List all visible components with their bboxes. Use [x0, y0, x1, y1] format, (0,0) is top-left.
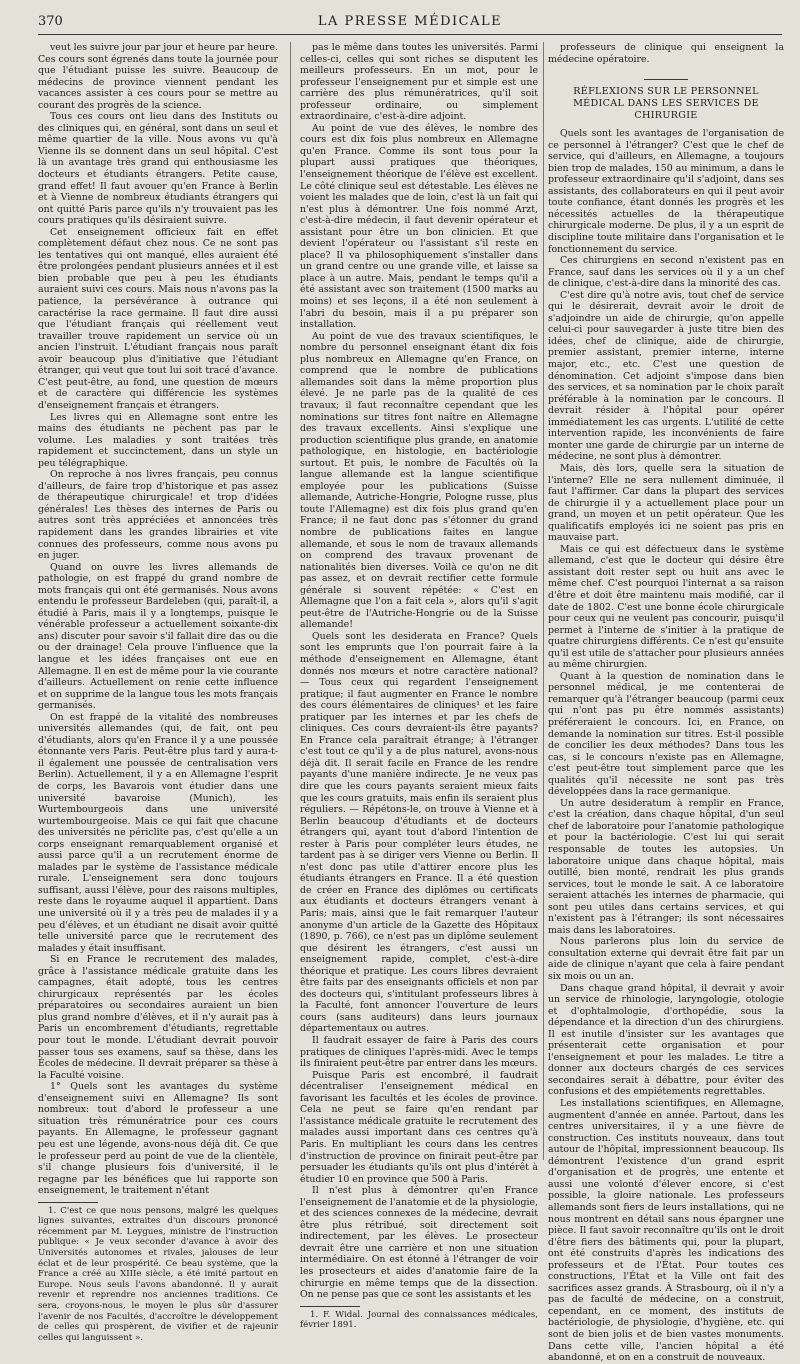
paragraph: Il faudrait essayer de faire à Paris des cours pratiques de cliniques l'après-midi. Avec le temps ils finiraient peut-être par entrer dans les mœurs.: [300, 1035, 538, 1070]
paragraph: Mais ce qui est défectueux dans le système allemand, c'est que le docteur qui désire être assistant doit rester sept ou huit ans avec le même chef. C'est pourquoi l'internat a sa raison d'être et doit être maintenu mais modifié, car il date de 1802. C'est une bonne école chirurgicale pour ceux qui ne veulent pas concourir, puisqu'il permet à l'interne de s'initier à la pratique de quatre chirurgiens différents. Ce n'est qu'ensuite qu'il est utile de s'attacher pour plusieurs années au même chirurgien.: [548, 543, 784, 671]
footnote: 1. C'est ce que nous pensons, malgré les quelques lignes suivantes, extraites d'un discours prononcé récemment par M. Leygues, ministre de l'instruction publique: « Je veux seconder d'avance à avoir des Universités autonomes et rivales, jalouses de leur éclat et de leur prospérité. Ce beau système, que la France a créé au XIIIe siècle, a été imité partout en Europe. Nous seuls l'avons abandonné. Il y aurait revenir et reprendre nos anciennes traditions. Ce sera, croyons-nous, le moyen le plus sûr d'assurer l'avenir de nos Facultés, d'accroître le développement de celles qui prospèrent, de vivifier et de rajeunir celles qui languissent ».: [38, 1205, 278, 1343]
paragraph: Mais, dès lors, quelle sera la situation de l'interne? Elle ne sera nullement diminuée, il faut l'affirmer. Car dans la plupart des services de chirurgie il y a actuellement place pour un grand, un moyen et un petit opérateur. Que les qualificatifs employés ici ne soient pas pris en mauvaise part.: [548, 462, 784, 544]
column-3: [548, 42, 784, 1364]
paragraph: veut les suivre jour par jour et heure par heure. Ces cours sont égrenés dans toute la journée pour que l'étudiant puisse les suivre. Beaucoup de médecins de province viennent pendant les vacances assister à ces cours pour se mettre au courant des progrès de la science.: [38, 42, 278, 111]
journal-title: LA PRESSE MÉDICALE: [317, 14, 503, 29]
paragraph: professeurs de clinique qui enseignent la médecine opératoire.: [548, 42, 784, 65]
paragraph: Un autre desideratum à remplir en France, c'est la création, dans chaque hôpital, d'un seul chef de laboratoire pour l'anatomie pathologique et pour la bactériologie. C'est lui qui serait responsable de toutes les autopsies. Un laboratoire unique dans chaque hôpital, mais outillé, bien monté, rendrait les plus grands services, tout le monde le sait. A ce laboratoire seraient attachés les internes de pharmacie, qui sont peu utiles dans certains services, et qui n'existent pas à l'étranger; ils sont nécessaires mais dans les laboratoires.: [548, 797, 784, 936]
section-heading-block: [548, 79, 784, 122]
paragraph: C'est dire qu'à notre avis, tout chef de service qui le désirerait, devrait avoir le droit de s'adjoindre un aide de chirurgie, qu'on appelle celui-ci pour sauvegarder à juste titre bien des idées, chef de clinique, aide de chirurgie, premier assistant, premier interne, interne major, etc., etc. C'est une question de dénomination. Cet adjoint s'impose dans bien des services, et sa nomination par le choix paraît préférable à la nomination par le concours. Il devrait résider à l'hôpital pour opérer immédiatement les cas urgents. L'utilité de cette intervention rapide, les inconvénients de faire monter une garde de chirurgie par un interne de médecine, ne sont plus à démontrer.: [548, 289, 784, 463]
paragraph: Cet enseignement officieux fait en effet complètement défaut chez nous. Ce ne sont pas les tentatives qui ont manqué, elles auraient été être prolongées pendant plusieurs années et il est bien probable que peu à peu les étudiants auraient suivi ces cours. Mais nous n'avons pas la patience, la persévérance à outrance qui caractérise la race germaine. Il faut dire aussi que l'étudiant français qui réellement veut travailler trouve rapidement un service où un ancien l'instruit. L'étudiant français nous paraît avoir beaucoup plus d'initiative que l'étudiant étranger, qui veut que tout lui soit tracé d'avance. C'est peut-être, au fond, une question de mœurs et de caractère qui différencie les systèmes d'enseignement français et étrangers.: [38, 226, 278, 411]
paragraph: Quels sont les avantages de l'organisation de ce personnel à l'étranger? C'est que le chef de service, qui d'ailleurs, en Allemagne, a toujours bien trop de malades, 150 au minimum, a dans le professeur extraordinaire qu'il s'adjoint, dans ses assistants, des collaborateurs en qui il peut avoir toute confiance, étant donnés les progrès et les nécessités actuelles de la thérapeutique chirurgicale moderne. De plus, il y a un esprit de discipline toute militaire dans l'organisation et le fonctionnement du service.: [548, 128, 784, 255]
page-number: 370: [38, 14, 63, 29]
paragraph: Tous ces cours ont lieu dans des Instituts ou des cliniques qui, en général, sont dans un seul et même quartier de la ville. Nous avons vu qu'à Vienne ils se donnent dans un seul hôpital. C'est là un avantage très grand qui enthousiasme les docteurs et étudiants étrangers. Petite cause, grand effet! Il faut avouer qu'en France à Berlin et à Vienne de nombreux étudiants étrangers qui ont quitté Paris parce qu'ils n'y trouvaient pas les cours pratiques qu'ils désiraient suivre.: [38, 111, 278, 227]
column-3-body: [548, 128, 784, 1364]
column-2: [300, 42, 538, 1331]
paragraph: Au point de vue des travaux scientifiques, le nombre du personnel enseignant étant dix fois plus nombreux en Allemagne qu'en France, on comprend que le nombre de publications allemandes soit dans la même proportion plus élevé. Je ne parle pas de la qualité de ces travaux; il faut reconnaître cependant que les nominations sur titres font naître en Allemagne des travaux excellents. Ainsi s'explique une production scientifique plus grande, en anatomie pathologique, en histologie, en bactériologie surtout. Et puis, le nombre de Facultés où la langue allemande est la langue scientifique employée pour les publications (Suisse allemande, Autriche-Hongrie, Pologne russe, plus toute l'Allemagne) est dix fois plus grand qu'en France; il ne faut donc pas s'étonner du grand nombre de publications faites en langue allemande, et sous le nom de travaux allemands on comprend des travaux provenant de nationalités bien diverses. Voilà ce qu'on ne dit pas assez, et on devrait rectifier cette formule générale si souvent répétée: « C'est en Allemagne que l'on a fait cela », alors qu'il s'agit peut-être de l'Autriche-Hongrie ou de la Suisse allemande!: [300, 330, 538, 631]
section-title: RÉFLEXIONS SUR LE PERSONNEL MÉDICAL DANS LES SERVICES DE CHIRURGIE: [573, 86, 759, 122]
footnote: 1. F. Widal. Journal des connaissances médicales, février 1891.: [300, 1309, 538, 1331]
paragraph: Au point de vue des élèves, le nombre des cours est dix fois plus nombreux en Allemagne qu'en France. Comme ils sont tous pour la plupart aussi pratiques que théoriques, l'enseignement théorique de l'élève est excellent. Le côté clinique seul est détestable. Les élèves ne voient les malades que de loin, c'est là un fait qui n'est plus à démontrer. Une fois nommé Arzt, c'est-à-dire médecin, il faut devenir opérateur et assistant pour être un bon clinicien. Et que devient l'opérateur ou l'assistant s'il reste en place? Il va philosophiquement s'installer dans un grand centre ou une grande ville, et laisse sa place à un autre. Mais, pendant le temps qu'il a été assistant avec son traitement (1500 marks au moins) et ses leçons, il a été non seulement à l'abri du besoin, mais il a pu préparer son installation.: [300, 122, 538, 331]
column-1-body: [38, 42, 278, 1197]
section-rule: [644, 79, 688, 80]
paragraph: Ces chirurgiens en second n'existent pas en France, sauf dans les services où il y a un chef de clinique, c'est-à-dire dans la minorité des cas.: [548, 255, 784, 290]
paragraph: On est frappé de la vitalité des nombreuses universités allemandes (qui, de fait, ont peu d'étudiants, alors qu'en France il y a une poussée étonnante vers Paris. Peut-être plus tard y aura-t-il également une poussée de centralisation vers Berlin). Actuellement, il y a en Allemagne l'esprit de corps, les Bavarois vont étudier dans une université bavaroise (Munich), les Wurtembourgeois dans une université wurtembourgeoise. Mais ce qui fait que chacune des universités ne périclite pas, c'est qu'elle a un corps enseignant remarquablement organisé et aussi parce qu'il a un recrutement énorme de malades par le système de l'assistance médicale rurale. L'enseignement sera donc toujours suffisant, aussi l'élève, pour des raisons multiples, reste dans le royaume auquel il appartient. Dans une université où il y a très peu de malades il y a peu d'élèves, et un étudiant ne disait avoir quitté telle université parce que le recrutement des malades y était insuffisant.: [38, 711, 278, 954]
footnote-rule: [300, 1306, 360, 1307]
paragraph: Quand on ouvre les livres allemands de pathologie, on est frappé du grand nombre de mots français qui ont été germanisés. Nous avons entendu le professeur Bardeleben (qui, paraît-il, a étudié à Paris, mais il y a longtemps, puisque le vénérable professeur a actuellement soixante-dix ans) discuter pour savoir s'il fallait dire das ou die ou der drainage! Cela prouve l'influence que la langue et les idées françaises ont eue en Allemagne. Il en est de même pour la vie courante d'ailleurs. Actuellement on renie cette influence et on supprime de la langue tous les mots français germanisés.: [38, 561, 278, 712]
paragraph: 1° Quels sont les avantages du système d'enseignement suivi en Allemagne? Ils sont nombreux: tout d'abord le professeur a une situation très rémunératrice pour ces cours payants. En Allemagne, le professeur gagnant peu est une légende, avons-nous déjà dit. Ce que le professeur perd au point de vue de la clientèle, s'il change plusieurs fois d'université, il le regagne par les bénéfices que lui rapporte son enseignement, le traitement n'étant: [38, 1081, 278, 1197]
paragraph: Les installations scientifiques, en Allemagne, augmentent d'année en année. Partout, dans les centres universitaires, il y a une fièvre de construction. Ces instituts nouveaux, dans tout autour de l'hôpital, impressionnent beaucoup. Ils démontrent l'existence d'un grand esprit d'organisation et de progrès, une entente et aussi une volonté d'élever encore, si c'est possible, la gloire nationale. Les professeurs allemands sont fiers de leurs installations, qui ne nous montrent en détail sans nous épargner une pièce. Il faut savoir reconnaître qu'ils ont le droit d'être fiers des bâtiments qui, pour la plupart, ont été construits d'après les indications des professeurs et de l'État. Pour toutes ces constructions, l'État et la Ville ont fait des sacrifices assez grands. À Strasbourg, où il n'y a pas de faculté de médecine, on a construit, cependant, en ce moment, des instituts de bactériologie, de physiologie, d'hygiène, etc. qui sont de bien jolis et de bien vastes monuments. Dans cette ville, l'ancien hôpital a été abandonné, et on en a construit de nouveaux.: [548, 1098, 784, 1364]
paragraph: Quant à la question de nomination dans le personnel médical, je me contenterai de remarquer qu'à l'étranger beaucoup (parmi ceux qui n'ont pas pu être nommés assistants) préféreraient le concours. Ici, en France, on demande la nomination sur titres. Est-il possible de concilier les deux méthodes? Dans tous les cas, si le concours n'existe pas en Allemagne, c'est peut-être tout simplement parce que les qualités qu'il nécessite ne sont pas très développées dans la race germanique.: [548, 670, 784, 798]
column-1: [38, 42, 278, 1343]
column-2-body: [300, 42, 538, 1301]
paragraph: pas le même dans toutes les universités. Parmi celles-ci, celles qui sont riches se disputent les meilleurs professeurs. En un mot, pour le professeur l'enseignement pur et simple est une carrière des plus rémunératrices, qu'il soit professeur ordinaire, ou simplement extraordinaire, c'est-à-dire adjoint.: [300, 42, 538, 123]
paragraph: Si en France le recrutement des malades, grâce à l'assistance médicale gratuite dans les campagnes, était adopté, tous les centres chirurgicaux représentés par les écoles préparatoires ou secondaires auraient un bien plus grand nombre d'élèves, et il n'y aurait pas à Paris un encombrement d'étudiants, regrettable pour tout le monde. L'étudiant devrait pouvoir passer tous ses examens, sauf sa thèse, dans les Écoles de médecine. Il devrait préparer sa thèse à la Faculté voisine.: [38, 954, 278, 1081]
column-divider-right: [543, 42, 544, 1160]
paragraph: Les livres qui en Allemagne sont entre les mains des étudiants ne pèchent pas par le volume. Les maladies y sont traitées très rapidement et succinctement, dans un style un peu télégraphique.: [38, 411, 278, 469]
paragraph: Nous parlerons plus loin du service de consultation externe qui devrait être fait par un aide de clinique n'ayant que cela à faire pendant six mois ou un an.: [548, 936, 784, 983]
column-divider-left: [290, 42, 291, 1160]
page-header: [38, 12, 782, 35]
paragraph: Quels sont les desiderata en France? Quels sont les emprunts que l'on pourrait faire à la méthode d'enseignement en Allemagne, étant donnés nos mœurs et notre caractère national? — Tous ceux qui regardent l'enseignement pratique; il faut augmenter en France le nombre des cours élémentaires de cliniques¹ et les faire pratiquer par les internes et par les chefs de cliniques. Ces cours devraient-ils être payants? En France cela paraîtrait étrange; à l'étranger c'est tout ce qu'il y a de plus naturel, avons-nous déjà dit. Il serait facile en France de les rendre payants d'une manière indirecte. Je ne veux pas dire que les cours payants seraient mieux faits que les cours gratuits, mais enfin ils seraient plus réguliers. — Répétons-le, on trouve à Vienne et à Berlin beaucoup d'étudiants et de docteurs étrangers qui, ayant tout d'abord l'intention de rester à Paris pour compléter leurs études, ne tardent pas à se diriger vers Vienne ou Berlin. Il n'est donc pas utile d'attirer encore plus les étudiants étrangers en France. Il a été question de créer en France des diplômes ou certificats aux étudiants et docteurs étrangers venant à Paris; mais, ainsi que le fait remarquer l'auteur anonyme d'un article de la Gazette des Hôpitaux (1890, p. 766), ce n'est pas un diplôme seulement que désirent les étrangers, c'est aussi un enseignement rapide, complet, c'est-à-dire théorique et pratique. Les cours libres devraient être faits par des enseignants officiels et non par des docteurs qui, s'intitulant professeurs libres à la Faculté, font annoncer l'ouverture de leurs cours (sans auditeurs) dans leurs journaux départementaux ou autres.: [300, 630, 538, 1035]
paragraph: Il n'est plus à démontrer qu'en France l'enseignement de l'anatomie et de la physiologie, et des sciences connexes de la médecine, devrait être plus rétribué, soit directement soit indirectement, par les élèves. Le prosecteur devrait être une carrière et non une situation intermédiaire. On est étonné à l'étranger de voir les prosecteurs et aides d'anatomie faire de la chirurgie en même temps que de la dissection. On ne pense pas que ce sont les assistants et les: [300, 1185, 538, 1301]
column-1-footnote-block: [38, 1202, 278, 1344]
paragraph: Dans chaque grand hôpital, il devrait y avoir un service de rhinologie, laryngologie, otologie et d'ophtalmologie, d'orthopédie, sous la dépendance et la direction d'un des chirurgiens. Il est inutile d'insister sur les avantages que présenterait cette organisation et pour l'enseignement et pour les malades. Le titre a donner aux docteurs chargés de ces services secondaires serait à débattre, pour éviter des confusions et des empiétements regrettables.: [548, 982, 784, 1098]
paragraph: Puisque Paris est encombré, il faudrait décentraliser l'enseignement médical en favorisant les facultés et les écoles de province. Cela ne peut se faire qu'en rendant par l'assistance médicale gratuite le recrutement des malades aussi important dans ces centres qu'à Paris. En multipliant les cours dans les centres d'instruction de province on finirait peut-être par persuader les étudiants qu'ils ont plus d'intérêt à étudier 10 en province que 500 à Paris.: [300, 1069, 538, 1185]
column-3-top: [548, 42, 784, 65]
column-2-footnote-block: [300, 1306, 538, 1331]
paragraph: On reproche à nos livres français, peu connus d'ailleurs, de faire trop d'historique et pas assez de thérapeutique chirurgicale! et trop d'idées générales! Les thèses des internes de Paris ou autres sont très appréciées et annoncées très rapidement dans les grandes librairies et vite connues des professeurs, comme nous avons pu en juger.: [38, 469, 278, 562]
footnote-rule: [38, 1202, 98, 1203]
